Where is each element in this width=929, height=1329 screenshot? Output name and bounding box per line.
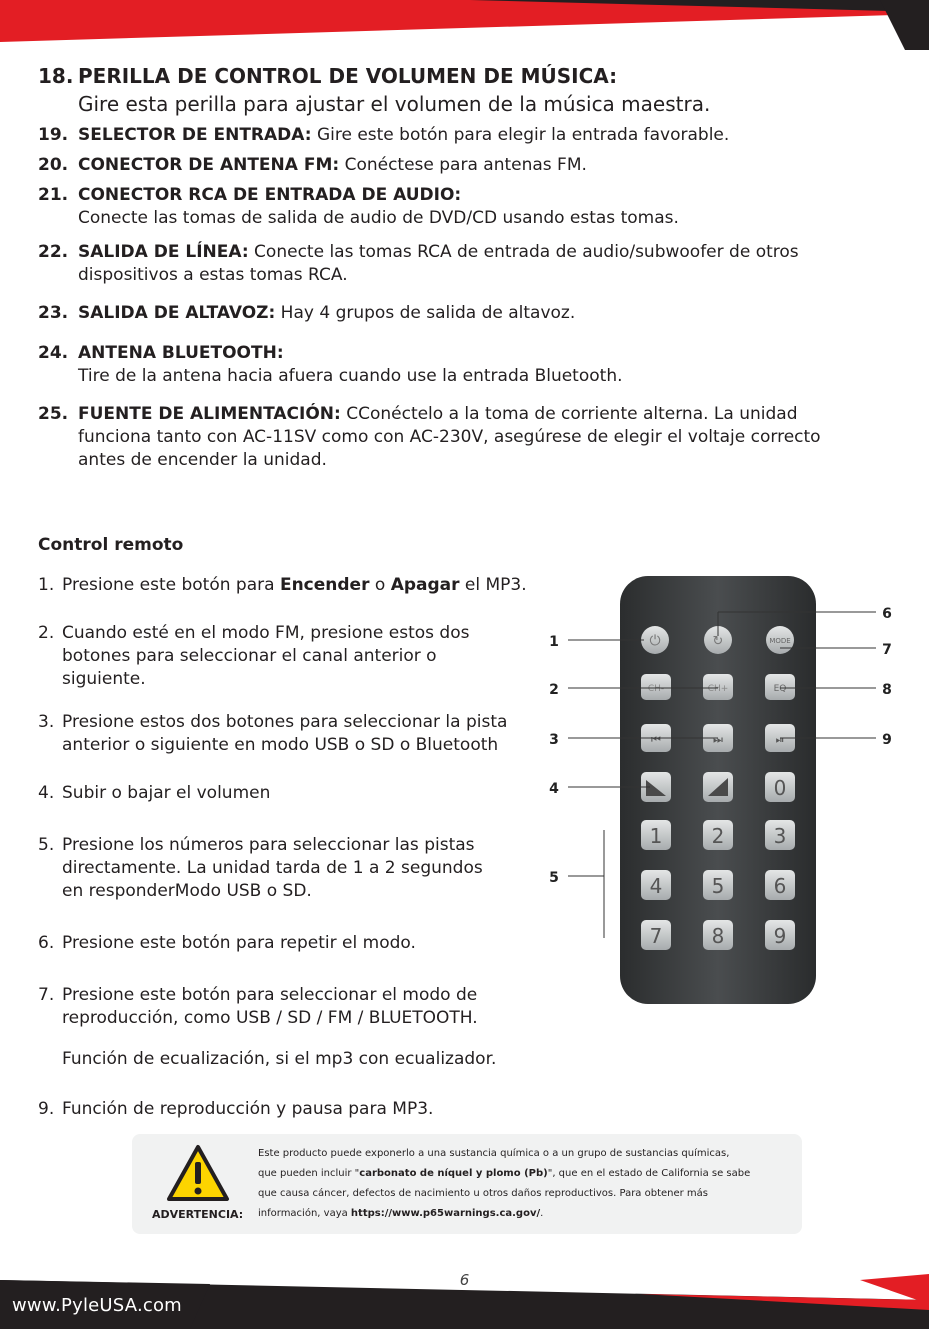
callout-9: 9 [882, 732, 892, 748]
warning-text [258, 1144, 793, 1224]
footer-url[interactable]: www.PyleUSA.com [12, 1295, 182, 1316]
item-text: Presione este botón para repetir el modo. [62, 933, 416, 953]
item-heading: SELECTOR DE ENTRADA: [78, 125, 312, 145]
item-heading: ANTENA BLUETOOTH: [78, 343, 284, 363]
item-text: Hay 4 grupos de salida de altavoz. [275, 303, 576, 323]
item-number: 6. [38, 933, 55, 953]
mode-label: MODE [769, 637, 791, 645]
item-19 [38, 124, 729, 147]
remote-item-7 [38, 984, 538, 1030]
remote-item-3 [38, 711, 538, 757]
prop65-warning-box [132, 1134, 802, 1234]
number-0-label: 0 [773, 776, 787, 800]
remote-item-4 [38, 782, 538, 805]
item-text: Presione estos dos botones para seleccionar la pista [62, 712, 508, 732]
prev-icon: ⏮ [651, 733, 661, 746]
item-number: 18. [38, 64, 74, 88]
remote-item-8 [38, 1048, 538, 1071]
warning-line: información, vaya [258, 1208, 351, 1219]
item-text: Gire esta perilla para ajustar el volumen de la música maestra. [78, 92, 711, 116]
section-title: Control remoto [38, 535, 184, 555]
item-number: 22. [38, 242, 69, 262]
item-heading: SALIDA DE LÍNEA: [78, 242, 249, 262]
ch-minus-label: CH- [647, 684, 665, 694]
item-21 [38, 184, 679, 230]
item-number: 24. [38, 343, 69, 363]
item-text: Presione este botón para [62, 575, 280, 595]
number-5-label: 5 [711, 874, 725, 898]
item-number: 1. [38, 575, 55, 595]
number-1-label: 1 [649, 824, 663, 848]
item-text: Subir o bajar el volumen [62, 783, 271, 803]
warning-line: que pueden incluir " [258, 1168, 360, 1179]
item-text: Presione los números para seleccionar las pistas [62, 835, 475, 855]
number-6-label: 6 [773, 874, 787, 898]
remote-item-6 [38, 932, 538, 955]
item-number: 25. [38, 404, 69, 424]
next-icon: ⏭ [713, 733, 723, 746]
remote-control-illustration [540, 570, 900, 1010]
remote-item-2 [38, 622, 538, 691]
item-text: siguiente. [62, 669, 146, 689]
item-22 [38, 241, 799, 287]
item-heading: SALIDA DE ALTAVOZ: [78, 303, 276, 323]
item-text: Gire este botón para elegir la entrada favorable. [311, 125, 730, 145]
warning-line: . [540, 1208, 544, 1219]
item-24 [38, 342, 623, 388]
item-20 [38, 154, 587, 177]
remote-item-1 [38, 574, 538, 597]
item-number: 20. [38, 155, 69, 175]
item-text: anterior o siguiente en modo USB o SD o Bluetooth [62, 735, 499, 755]
item-23 [38, 302, 575, 325]
item-text: o [369, 575, 391, 595]
ch-plus-label: CH+ [707, 684, 729, 694]
number-8-label: 8 [711, 924, 725, 948]
item-text: directamente. La unidad tarda de 1 a 2 segundos [62, 858, 483, 878]
item-text: Conéctese para antenas FM. [339, 155, 587, 175]
callout-4: 4 [549, 781, 559, 797]
callout-6: 6 [882, 606, 892, 622]
item-heading: PERILLA DE CONTROL DE VOLUMEN DE MÚSICA: [78, 64, 618, 88]
number-7-label: 7 [649, 924, 663, 948]
callout-2: 2 [549, 682, 559, 698]
svg-text:⏻: ⏻ [649, 633, 661, 649]
item-heading: CONECTOR DE ANTENA FM: [78, 155, 340, 175]
warning-triangle-icon [166, 1144, 230, 1202]
number-4-label: 4 [649, 874, 663, 898]
item-text: funciona tanto con AC-11SV como con AC-230V, asegúrese de elegir el voltaje correcto [78, 427, 821, 447]
callout-1: 1 [549, 634, 559, 650]
number-2-label: 2 [711, 824, 725, 848]
item-18 [38, 62, 710, 118]
svg-text:↻: ↻ [712, 634, 724, 649]
item-text: Función de ecualización, si el mp3 con ecualizador. [62, 1049, 497, 1069]
item-number: 4. [38, 783, 55, 803]
item-text: Función de reproducción y pausa para MP3. [62, 1099, 434, 1119]
number-9-label: 9 [773, 924, 787, 948]
warning-line: que causa cáncer, defectos de nacimiento u otros daños reproductivos. Para obtener más [258, 1188, 709, 1199]
item-25 [38, 403, 821, 472]
page-number: 6 [459, 1271, 470, 1289]
item-text: CConéctelo a la toma de corriente alterna. La unidad [340, 404, 798, 424]
item-text: antes de encender la unidad. [78, 450, 327, 470]
item-text: el MP3. [459, 575, 527, 595]
item-number: 9. [38, 1099, 55, 1119]
item-text: botones para seleccionar el canal anterior o [62, 646, 437, 666]
item-text: Presione este botón para seleccionar el modo de [62, 985, 478, 1005]
callout-7: 7 [882, 642, 892, 658]
item-heading: FUENTE DE ALIMENTACIÓN: [78, 404, 341, 424]
item-number: 3. [38, 712, 55, 732]
remote-item-9 [38, 1098, 538, 1121]
item-text: reproducción, como USB / SD / FM / BLUETOOTH. [62, 1008, 478, 1028]
item-number: 7. [38, 985, 55, 1005]
warning-link[interactable]: https://www.p65warnings.ca.gov/ [350, 1208, 541, 1219]
top-banner [0, 0, 929, 60]
number-3-label: 3 [773, 824, 787, 848]
remote-item-5 [38, 834, 538, 903]
item-number: 5. [38, 835, 55, 855]
item-heading: CONECTOR RCA DE ENTRADA DE AUDIO: [78, 185, 462, 205]
item-text: Conecte las tomas RCA de entrada de audio/subwoofer de otros [248, 242, 799, 262]
item-bold-text: Apagar [390, 575, 460, 595]
item-text: Conecte las tomas de salida de audio de DVD/CD usando estas tomas. [78, 208, 679, 228]
warning-line: ", que en el estado de California se sabe [547, 1168, 751, 1179]
item-text: Tire de la antena hacia afuera cuando use la entrada Bluetooth. [78, 366, 623, 386]
callout-8: 8 [882, 682, 892, 698]
item-number: 19. [38, 125, 69, 145]
item-text: Cuando esté en el modo FM, presione estos dos [62, 623, 470, 643]
item-number: 21. [38, 185, 69, 205]
play-pause-icon: ⏯ [775, 733, 785, 746]
item-number: 23. [38, 303, 69, 323]
warning-label: ADVERTENCIA: [152, 1208, 244, 1221]
item-number: 2. [38, 623, 55, 643]
eq-label: EQ [773, 684, 787, 694]
item-bold-text: Encender [279, 575, 370, 595]
warning-bold: carbonato de níquel y plomo (Pb) [359, 1168, 548, 1179]
callout-5: 5 [549, 870, 559, 886]
warning-line: Este producto puede exponerlo a una sustancia química o a un grupo de sustancias químicas, [258, 1148, 730, 1159]
item-text: en responderModo USB o SD. [62, 881, 312, 901]
item-text: dispositivos a estas tomas RCA. [78, 265, 348, 285]
callout-3: 3 [549, 732, 559, 748]
